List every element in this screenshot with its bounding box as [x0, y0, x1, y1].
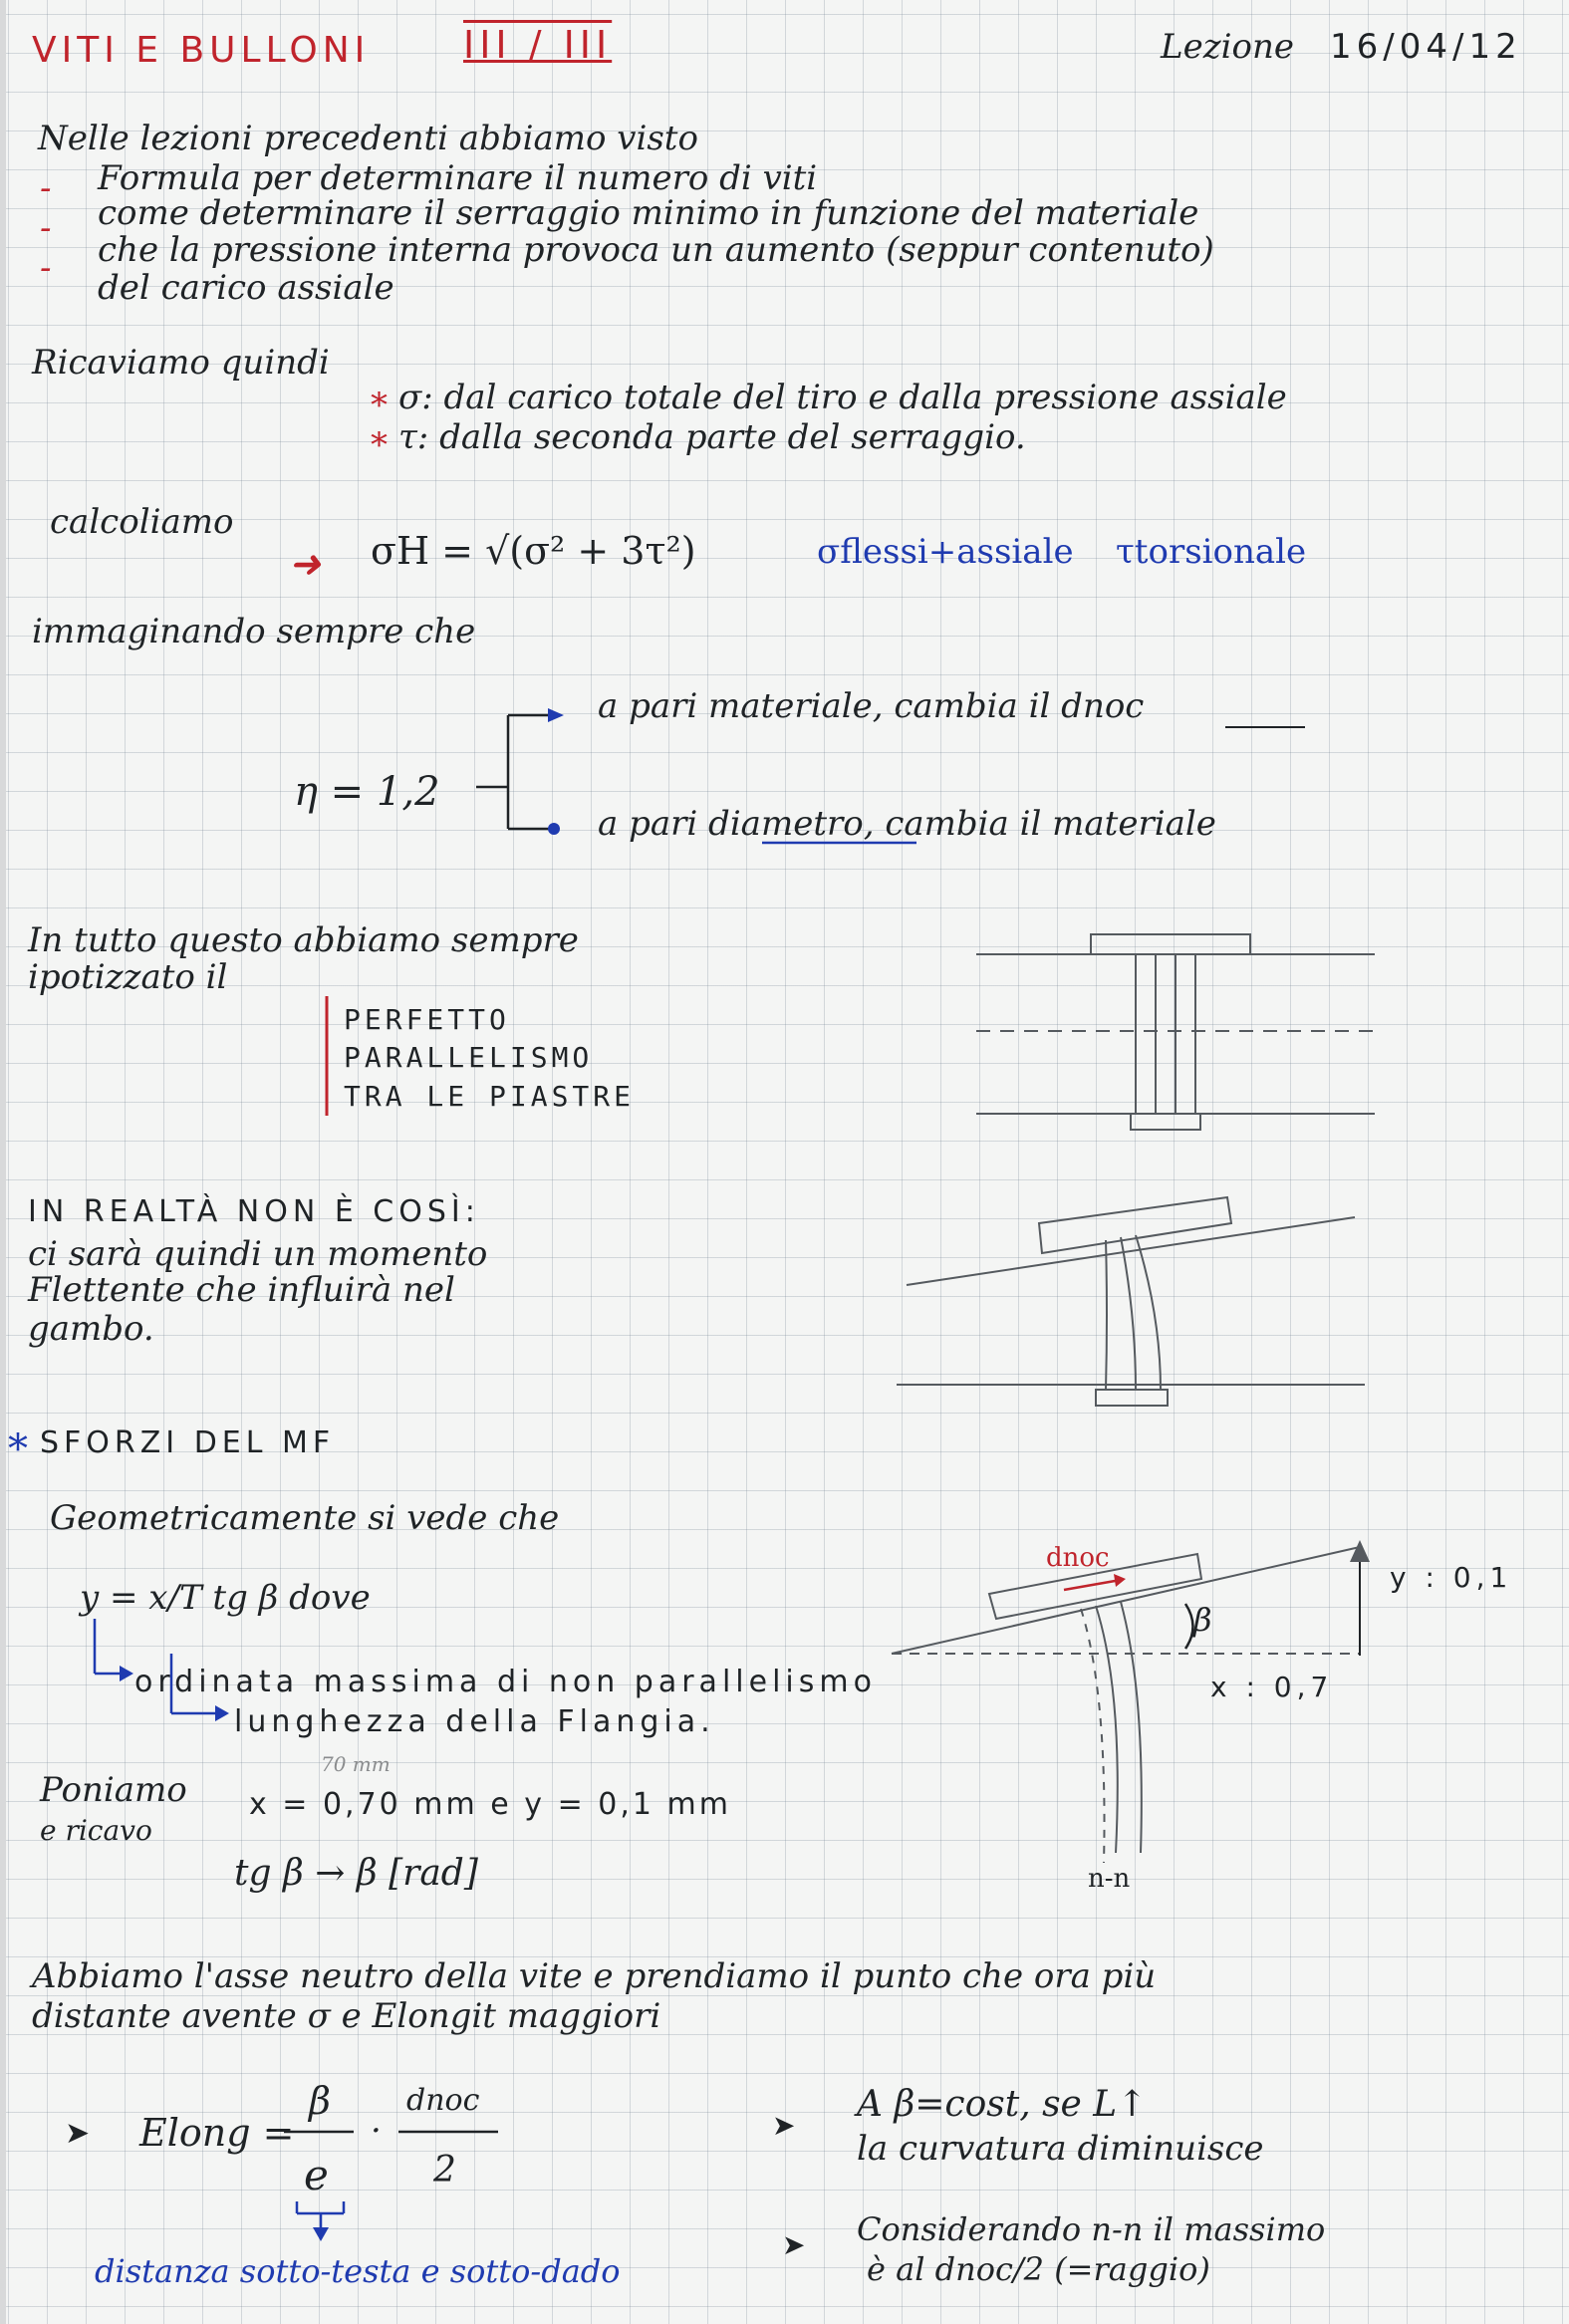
- note-b: è al dnoc/2 (=raggio): [867, 2250, 1210, 2288]
- fraction-den: 2: [433, 2150, 456, 2191]
- bullet-dash: -: [40, 248, 52, 288]
- elong-label: Elong =: [139, 2111, 295, 2155]
- hypothesis-text: In tutto questo abbiamo sempre: [28, 920, 579, 960]
- calc-label: calcoliamo: [50, 502, 234, 542]
- reality-text: ci sarà quindi un momento: [28, 1234, 488, 1274]
- lesson-label: Lezione: [1161, 27, 1294, 67]
- eta-value: η = 1,2: [294, 769, 440, 815]
- arrow-head-icon: [313, 2227, 329, 2241]
- reality-heading: IN REALTÀ NON È COSÌ:: [28, 1194, 480, 1229]
- asterisk-icon: *: [371, 386, 388, 425]
- recap-sigma: σ: dal carico totale del tiro e dalla pressione assiale: [398, 378, 1287, 417]
- arrow-head-icon: [120, 1666, 133, 1681]
- branch-1: a pari materiale, cambia il dnoc: [598, 686, 1145, 726]
- pose-label: Poniamo: [40, 1770, 187, 1810]
- stress-heading: SFORZI DEL MF: [40, 1425, 336, 1460]
- geo-text: Geometricamente si vede che: [50, 1498, 560, 1538]
- mm-note: 70 mm: [321, 1752, 391, 1776]
- asterisk-icon: *: [8, 1426, 28, 1472]
- intro-item: Formula per determinare il numero di viti: [98, 158, 818, 198]
- note-connector: [95, 1619, 224, 1713]
- hypothesis-text: ipotizzato il: [28, 957, 228, 997]
- note-a: A β=cost, se L↑: [857, 2084, 1148, 2125]
- diagram-x-label: x : 0,7: [1210, 1671, 1334, 1703]
- pose-label: e ricavo: [40, 1814, 152, 1847]
- fraction-num: β: [309, 2079, 331, 2123]
- tau-note: τtorsionale: [1116, 532, 1307, 572]
- intro-item: del carico assiale: [98, 268, 394, 308]
- von-mises-formula: σH = √(σ² + 3τ²): [371, 529, 696, 573]
- bolt-diagram-parallel: [976, 934, 1375, 1130]
- tg-line: tg β → β [rad]: [234, 1853, 478, 1894]
- neutral-text: distante avente σ e Elongit maggiori: [32, 1996, 661, 2036]
- bullet-dash: -: [40, 208, 52, 248]
- arrow-head-icon: [548, 708, 564, 722]
- hypothesis-box-line: TRA LE PIASTRE: [344, 1080, 636, 1113]
- e-connector: [297, 2201, 344, 2231]
- part-indicator: III / III: [463, 23, 613, 67]
- reality-text: gambo.: [28, 1309, 154, 1349]
- lesson-date: 16/04/12: [1330, 27, 1522, 67]
- geo-formula: y = x/T tg β dove: [80, 1578, 371, 1618]
- fraction-dot: ·: [371, 2111, 382, 2151]
- reality-text: Flettente che influirà nel: [28, 1270, 455, 1310]
- geo-note: ordinata massima di non parallelismo: [134, 1665, 877, 1699]
- sigma-note: σflessi+assiale: [817, 532, 1074, 572]
- branch-bracket: [476, 715, 558, 829]
- arrow-head-icon: [1114, 1574, 1126, 1587]
- neutral-text: Abbiamo l'asse neutro della vite e prendiamo il punto che ora più: [32, 1956, 1157, 1996]
- fraction-den: e: [304, 2151, 329, 2199]
- geo-note: lunghezza della Flangia.: [234, 1704, 715, 1739]
- arrow-up-icon: [1350, 1540, 1370, 1562]
- diagram-dnoc-label: dnoc: [1046, 1543, 1110, 1573]
- branch-2: a pari diametro, cambia il materiale: [598, 804, 1216, 844]
- hypothesis-box-line: PARALLELISMO: [344, 1041, 594, 1074]
- arrow-bullet-icon: ➤: [772, 2109, 796, 2142]
- arrow-bullet-icon: ➤: [782, 2228, 806, 2261]
- diagram-beta-label: β: [1193, 1601, 1212, 1639]
- note-a: la curvatura diminuisce: [857, 2129, 1264, 2169]
- intro-item: come determinare il serraggio minimo in funzione del materiale: [98, 193, 1199, 233]
- arrow-bullet-icon: ➤: [65, 2116, 91, 2151]
- diagram-nn-label: n-n: [1088, 1864, 1131, 1894]
- note-b: Considerando n-n il massimo: [857, 2210, 1326, 2248]
- dnoc-arrow: [1064, 1580, 1121, 1590]
- bolt-diagram-tilted: [897, 1197, 1365, 1406]
- fraction-num: dnoc: [406, 2083, 480, 2118]
- arrow-head-icon: [215, 1705, 229, 1721]
- e-definition: distanza sotto-testa e sotto-dado: [95, 2252, 621, 2290]
- intro-item: che la pressione interna provoca un aumento (seppur contenuto): [98, 230, 1214, 270]
- recap-tau: τ: dalla seconda parte del serraggio.: [398, 417, 1026, 457]
- asterisk-icon: *: [371, 425, 388, 465]
- diagram-y-label: y : 0,1: [1390, 1561, 1513, 1594]
- hypothesis-box-line: PERFETTO: [344, 1003, 510, 1036]
- beta-diagram: [892, 1547, 1360, 1863]
- imagine-label: immaginando sempre che: [32, 612, 476, 651]
- bullet-dash: -: [40, 168, 52, 208]
- intro-line: Nelle lezioni precedenti abbiamo visto: [38, 119, 698, 158]
- page-title: VITI E BULLONI: [32, 30, 371, 71]
- arrow-right-icon: ➜: [289, 542, 321, 586]
- pose-values: x = 0,70 mm e y = 0,1 mm: [249, 1787, 731, 1822]
- recap-label: Ricaviamo quindi: [32, 343, 330, 383]
- dot-bullet-icon: [548, 823, 560, 835]
